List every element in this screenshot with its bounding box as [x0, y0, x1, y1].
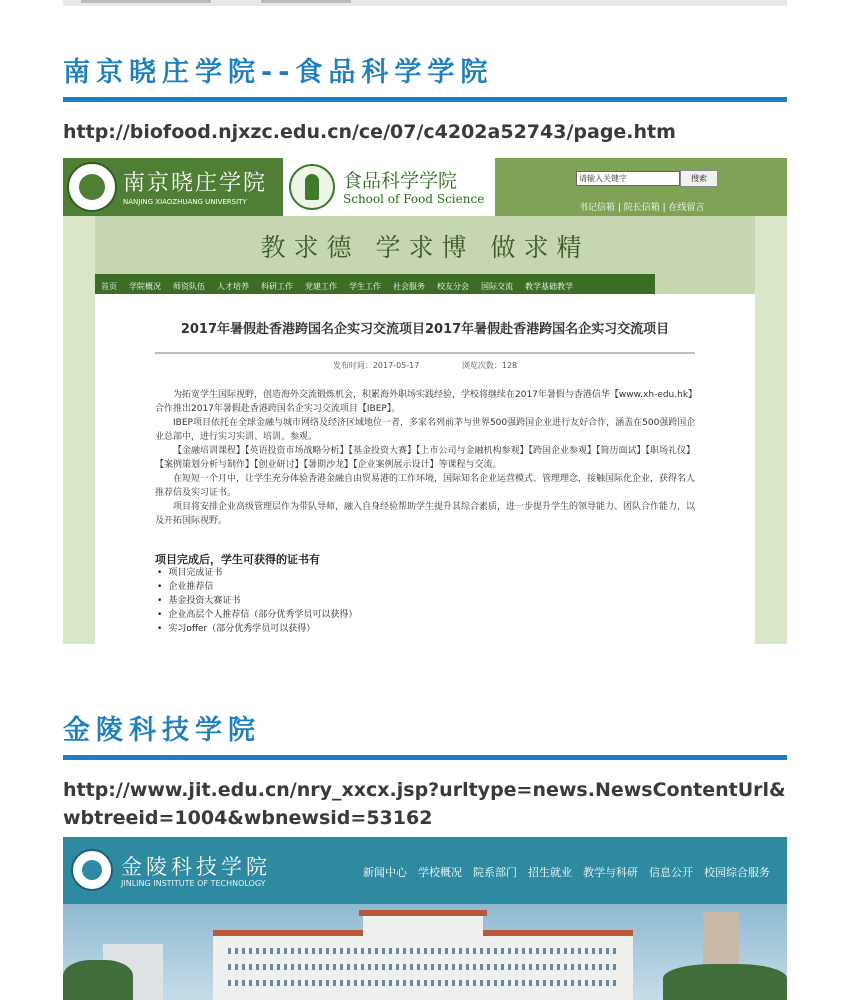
nav-item-overview[interactable]: 学校概况: [418, 866, 462, 879]
university-name-en: NANJING XIAOZHUANG UNIVERSITY: [123, 198, 247, 206]
source-url[interactable]: [63, 118, 787, 146]
nav-item-home[interactable]: 首页: [101, 282, 117, 291]
section-divider: [63, 97, 787, 102]
nav-item-alumni[interactable]: 校友分会: [437, 282, 469, 291]
nav-item-news[interactable]: 新闻中心: [363, 866, 407, 879]
school-logo[interactable]: [283, 158, 495, 216]
source-url[interactable]: [63, 776, 787, 832]
article-body: [155, 388, 697, 528]
main-nav: [95, 274, 655, 294]
school-name: 食品科学学院: [343, 170, 458, 192]
article-paragraph: IBEP项目依托在全球金融与城市网络及经济区域地位一者，多家名列前茅与世界500强跨国企业进行友好合作，涵盖在500强跨国企业总部中，进行实习实训、培训、参观。: [155, 418, 696, 442]
site-header: [63, 158, 787, 216]
building-windows: [228, 948, 618, 954]
source-url-link[interactable]: http://biofood.njxzc.edu.cn/ce/07/c4202a52743/page.htm: [63, 121, 676, 143]
article-meta: [95, 360, 755, 371]
tree: [663, 964, 787, 1000]
article-title: 2017年暑假赴香港跨国名企实习交流项目2017年暑假赴香港跨国名企实习交流项目: [180, 322, 670, 337]
website-screenshot: [63, 837, 787, 1000]
list-item: • 项目完成证书: [157, 566, 357, 580]
university-seal-icon[interactable]: [71, 849, 113, 891]
school-seal-icon: [289, 164, 335, 210]
campus-photo: [63, 904, 787, 1000]
source-url-link[interactable]: http://www.jit.edu.cn/nry_xxcx.jsp?urltype=news.NewsContentUrl&wbtreeid=1004&wbnewsid=53162: [63, 779, 786, 829]
article-content: [95, 294, 755, 644]
previous-screenshot-remnant: [63, 0, 787, 6]
list-item: • 企业推荐信: [157, 580, 357, 594]
nav-item-departments[interactable]: 院系部门: [473, 866, 517, 879]
motto-banner: [95, 216, 755, 274]
list-item: • 实习offer（部分优秀学员可以获得）: [157, 622, 357, 636]
nav-item-research[interactable]: 科研工作: [261, 282, 293, 291]
university-name: 南京晓庄学院: [123, 171, 268, 196]
building-windows: [228, 964, 618, 970]
nav-item-admission[interactable]: 招生就业: [528, 866, 572, 879]
remnant-text-line: [261, 0, 351, 3]
nav-item-faculty[interactable]: 师资队伍: [173, 282, 205, 291]
list-item: • 基金投资大赛证书: [157, 594, 357, 608]
remnant-text-line: [81, 0, 211, 3]
section-heading: 南京晓庄学院--食品科学学院: [63, 57, 494, 88]
tree: [63, 960, 133, 1000]
view-count: 浏览次数：128: [461, 361, 518, 370]
nav-item-teaching-research[interactable]: 教学与科研: [583, 866, 638, 879]
campus-building: [363, 914, 483, 938]
article-paragraph: 在短短一个月中，让学生充分体验香港金融自由贸易港的工作环境，国际知名企业运营模式、管理理念，接触国际化企业，获得名人推荐信及实习证书。: [155, 474, 696, 498]
motto-text: 教求德 学求博 做求精: [260, 233, 590, 262]
nav-item-talent[interactable]: 人才培养: [217, 282, 249, 291]
nav-item-international[interactable]: 国际交流: [481, 282, 513, 291]
nav-item-disclosure[interactable]: 信息公开: [649, 866, 693, 879]
section-heading: 金陵科技学院: [63, 715, 261, 746]
main-nav: [363, 861, 781, 880]
nav-item-students[interactable]: 学生工作: [349, 282, 381, 291]
list-item: • 企业高层个人推荐信（部分优秀学员可以获得）: [157, 608, 357, 622]
nav-item-party[interactable]: 党建工作: [305, 282, 337, 291]
article-divider: [155, 352, 695, 354]
article-paragraph: 项目将安排企业高级管理层作为带队导师，融入自身经验帮助学生提升其综合素质，进一步提升学生的领导能力、团队合作能力，以及开拓国际视野。: [155, 502, 696, 526]
school-name-en: School of Food Science: [343, 192, 485, 206]
nav-item-teaching[interactable]: 教学基础教学: [525, 282, 573, 291]
university-name-en: JINLING INSTITUTE OF TECHNOLOGY: [121, 879, 266, 888]
search-button[interactable]: 搜索: [680, 170, 718, 187]
certificates-list: [157, 566, 357, 636]
article-paragraph: 为拓宽学生国际视野，创造海外交流锻炼机会，积累海外职场实践经验，学校将继续在2017年暑假与香港信华【www.xh-edu.hk】合作推出2017年暑假赴香港跨国名企实习交流项目【IBEP】。: [155, 390, 693, 414]
website-screenshot: [63, 158, 787, 644]
article-paragraph: 【金融培训课程】【英语投资市场战略分析】【基金投资大赛】【上市公司与金融机构参观】【跨国企业参观】【简历面试】【职场礼仪】【案例策划分析与制作】【创业研讨】【暑期沙龙】【企业案例展示设计】等课程与交流。: [155, 446, 696, 470]
university-logo[interactable]: [63, 158, 283, 216]
nav-item-overview[interactable]: 学院概况: [129, 282, 161, 291]
search-input[interactable]: 请输入关键字: [576, 171, 680, 186]
publish-time: 发布时间：2017-05-17: [332, 361, 420, 370]
top-links[interactable]: 书记信箱 | 院长信箱 | 在线留言: [579, 203, 705, 213]
section-divider: [63, 755, 787, 760]
certificates-heading: 项目完成后，学生可获得的证书有: [155, 553, 320, 566]
university-name[interactable]: 金陵科技学院: [121, 855, 271, 879]
site-header: [63, 837, 787, 904]
building-windows: [228, 980, 618, 986]
university-seal-icon: [67, 162, 117, 212]
nav-item-service[interactable]: 社会服务: [393, 282, 425, 291]
nav-spacer: [655, 274, 755, 294]
nav-item-campus-service[interactable]: 校园综合服务: [704, 866, 770, 879]
building-roof: [359, 910, 487, 916]
